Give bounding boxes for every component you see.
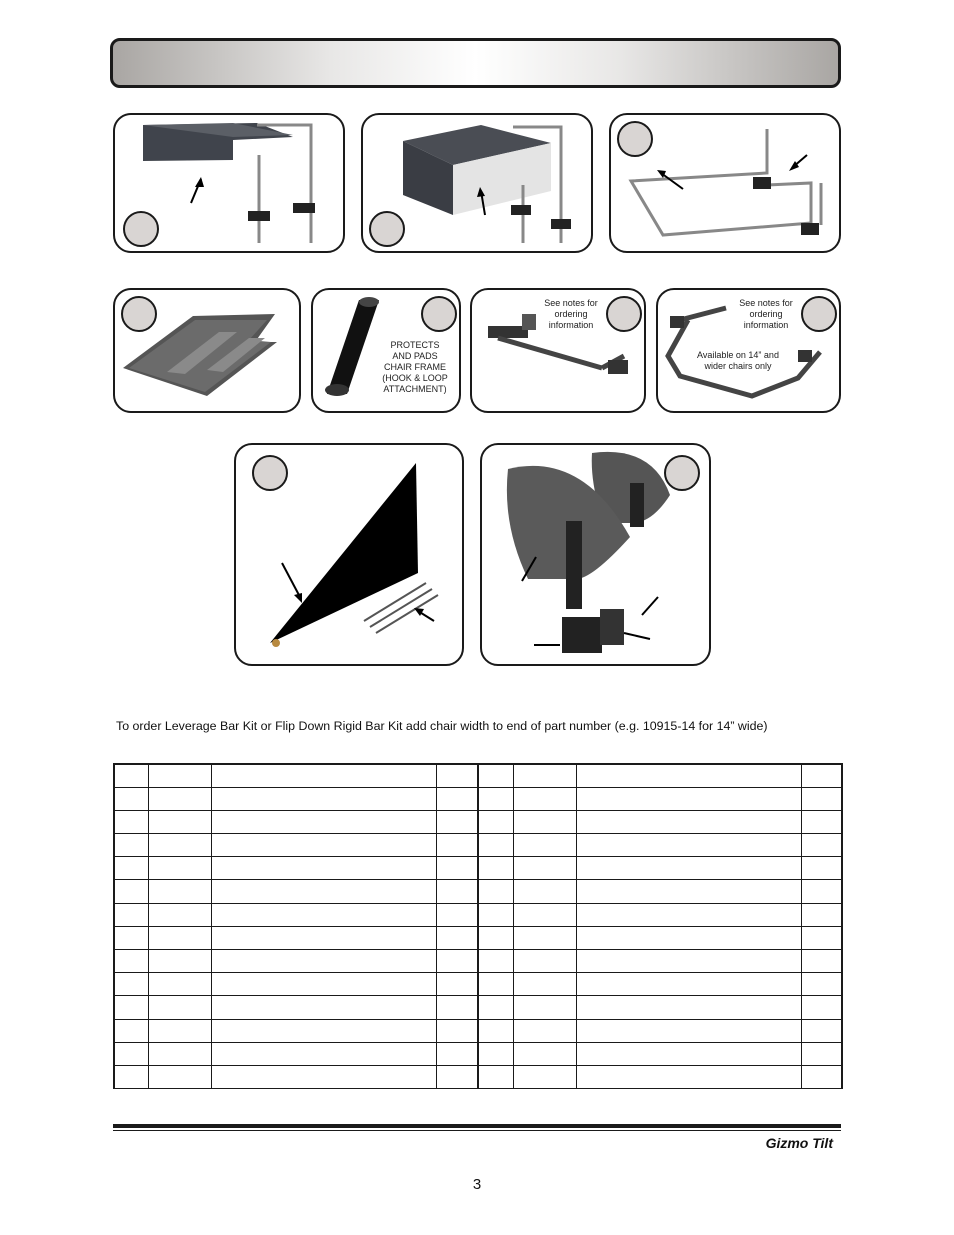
- panel-u-bar: [609, 113, 841, 253]
- table-row: [114, 973, 842, 996]
- rigid-bar-note: See notes for ordering information: [544, 298, 598, 330]
- item-number-badge: [121, 296, 157, 332]
- frame-pad-note: PROTECTS AND PADS CHAIR FRAME (HOOK & LOOP ATTACHMENT): [382, 340, 448, 394]
- table-row: [114, 764, 842, 787]
- table-row: [114, 1042, 842, 1065]
- panel-rigid-bar-kit: [470, 288, 646, 413]
- page-number: 3: [472, 1176, 482, 1193]
- table-row: [114, 1019, 842, 1042]
- panel-seat-pan: [113, 288, 301, 413]
- parts-table: [113, 763, 843, 1089]
- footer-rule: [113, 1124, 841, 1128]
- leverage-bar-availability: Available on 14” and wider chairs only: [697, 350, 779, 371]
- item-number-badge: [421, 296, 457, 332]
- table-row: [114, 880, 842, 903]
- leverage-bar-note: See notes for ordering information: [739, 298, 793, 330]
- panel-leverage-bar-kit: [656, 288, 841, 413]
- item-number-badge: [369, 211, 405, 247]
- panel-canopy: [234, 443, 464, 666]
- table-row: [114, 1065, 842, 1088]
- order-note: To order Leverage Bar Kit or Flip Down Rigid Bar Kit add chair width to end of part number (e.g. 10915-14 for 14” wide): [116, 719, 768, 733]
- panel-lap-tray-pad: [113, 113, 345, 253]
- item-number-badge: [252, 455, 288, 491]
- item-number-badge: [617, 121, 653, 157]
- table-row: [114, 857, 842, 880]
- table-row: [114, 810, 842, 833]
- table-row: [114, 996, 842, 1019]
- table-row: [114, 903, 842, 926]
- footer-rule-thin: [113, 1130, 841, 1131]
- table-row: [114, 787, 842, 810]
- section-title-banner: [110, 38, 841, 88]
- panel-tray-cushion: [361, 113, 593, 253]
- item-number-badge: [123, 211, 159, 247]
- table-row: [114, 950, 842, 973]
- panel-frame-pad: [311, 288, 461, 413]
- table-row: [114, 926, 842, 949]
- table-row: [114, 834, 842, 857]
- item-number-badge: [664, 455, 700, 491]
- brand-name: Gizmo Tilt: [765, 1135, 833, 1151]
- panel-head-support: [480, 443, 711, 666]
